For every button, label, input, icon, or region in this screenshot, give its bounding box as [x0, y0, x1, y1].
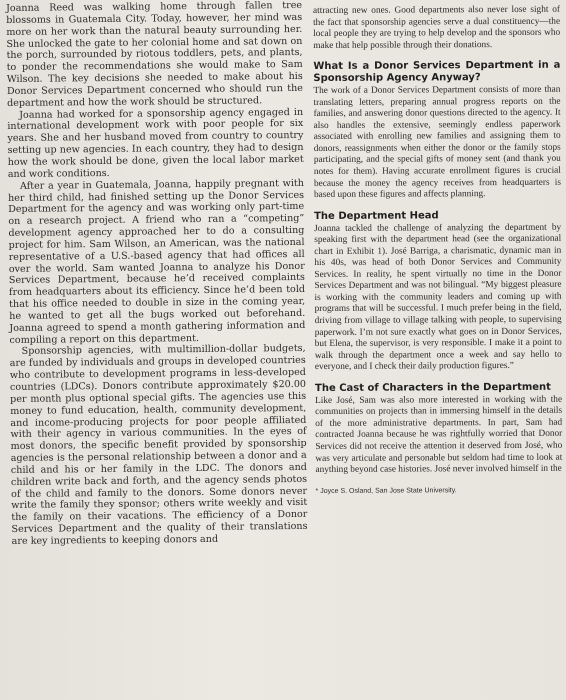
- left-column: [6, 0, 308, 548]
- paragraph-intro: Joanna Reed was walking home through fallen tree blossoms in Guatemala City. Today, however, her mind was more on her work than the natural beauty surrounding her. She unlocked the gate to her colonial home and sat down on the porch, surrounded by riotous toddlers, pets, and plants, to ponder the recommendations she would make to Sam Wilson. The key decisions she needed to make about his Donor Services Department concerned who should run the department and how the work should be structured.: [6, 0, 303, 109]
- section-heading-donor-services: What Is a Donor Services Department in a Sponsorship Agency Anyway?: [313, 59, 561, 85]
- paragraph-consulting: After a year in Guatemala, Joanna, happily pregnant with her third child, had finished setting up the Donor Services Department for the agency and was working only part-time on a research project. A friend who ran a “competing” development agency approached her to do a consulting project for him. Sam Wilson, an American, was the national representative of a U.S.-based agency that had offices all over the world. Sam wanted Joanna to analyze his Donor Services Department, because he’d received complaints from headquarters about its efficiency. Since he’d been told that his office needed to double in size in the coming year, he wanted to get all the bugs worked out beforehand. Joanna agreed to spend a month gathering information and compiling a report on this department.: [7, 177, 306, 346]
- paragraph-continuation: attracting new ones. Good departments also never lose sight of the fact that sponsorship agencies serve a dual constituency—the local people they are trying to help develop and the sponsors who make that help possible through their donations.: [313, 4, 561, 51]
- section-text-cast: Like José, Sam was also more interested in working with the communities on projects than in immersing himself in the details of the more administrative departments. In part, Sam had contracted Joanna because he was rightfully worried that Donor Services did not receive the attention it deserved from José, who was very articulate and personable but seldom had time to look at anything beyond case histories. José never involved himself in the: [315, 394, 563, 476]
- author-footnote: * Joyce S. Osland, San Jose State University.: [315, 486, 457, 495]
- paragraph-background: Joanna had worked for a sponsorship agency engaged in international development work with poor people for six years. She and her husband moved from country to country setting up new agencies. In each country, they had to design how the work should be done, given the local labor market and work conditions.: [7, 106, 304, 180]
- section-heading-department-head: The Department Head: [314, 210, 439, 222]
- paragraph-sponsorship-agencies: Sponsorship agencies, with multimillion-dollar budgets, are funded by individuals and groups in developed countries who contribute to development programs in less-developed countries (LDCs). Donors contribute approximately $20.00 per month plus optional special gifts. The agencies use this money to fund education, health, community development, and income-producing projects for poor people affiliated with their agency in various communities. In the eyes of most donors, the specific benefit provided by sponsorship agencies is the personal relationship between a donor and a child and his or her family in the LDC. The donors and children write back and forth, and the agency sends photos of the child and family to the donors. Some donors never write the family they sponsor; others write weekly and visit the family on their vacations. The efficiency of a Donor Services Department and the quality of their translations are key ingredients to keeping donors and: [9, 343, 308, 547]
- right-column: [313, 5, 563, 496]
- section-text-department-head: Joanna tackled the challenge of analyzing the department by speaking first with the department head (see the organizational chart in Exhibit 1). José Barriga, a charismatic, dynamic man in his 40s, was head of both Donor Services and Community Services. In reality, he spent virtually no time in the Donor Services Department and was not bilingual. “My biggest pleasure is working with the community leaders and coming up with programs that will be successful. I much prefer being in the field, driving from village to village talking with people, to supervising paperwork. I’m not sure exactly what goes on in Donor Services, but Elena, the supervisor, is very responsible. I make it a point to walk through the department once a week and say hello to everyone, and I check their daily production figures.”: [314, 222, 562, 373]
- section-heading-cast: The Cast of Characters in the Department: [314, 381, 551, 394]
- section-text-donor-services: The work of a Donor Services Department consists of more than translating letters, preparing annual progress reports on the families, and answering donor questions directed to the agency. It also handles the extensive, seemingly endless paperwork associated with enrolling new families and assigning them to donors, reassignments when either the donor or the family stops participating, and the special gifts of money sent (and thank you notes for them). Having accurate enrollment figures is crucial because the money the agency receives from headquarters is based upon these figures and affects planning.: [313, 84, 561, 201]
